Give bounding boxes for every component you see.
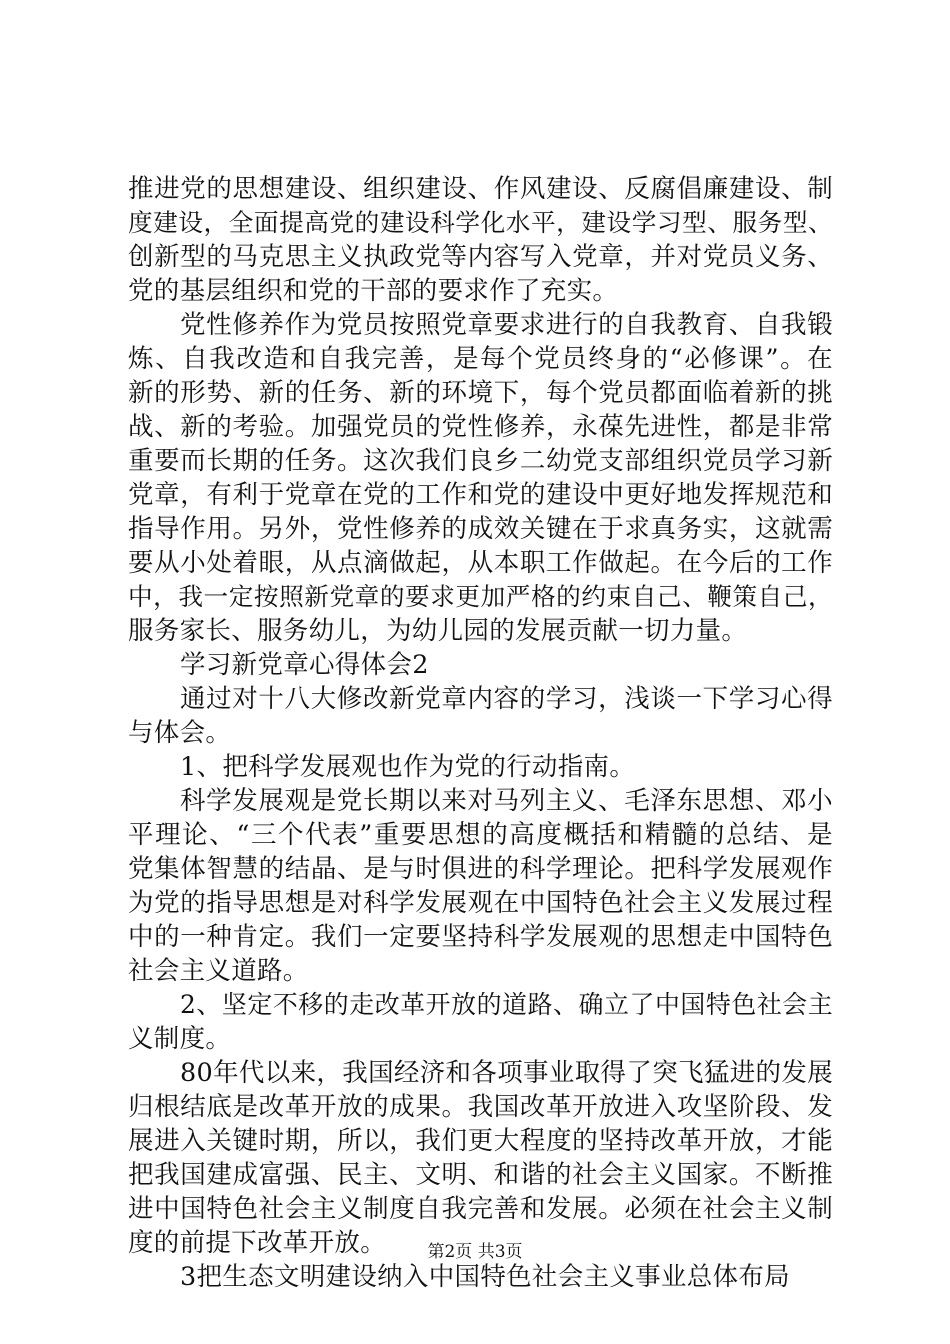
text-line: 度的前提下改革开放。	[128, 1228, 387, 1258]
text-line: 党性修养作为党员按照党章要求进行的自我教育、自我锻	[180, 310, 833, 340]
text-line: 80年代以来，我国经济和各项事业取得了突飞猛进的发展	[180, 1058, 833, 1088]
text-line: 推进党的思想建设、组织建设、作风建设、反腐倡廉建设、制	[128, 174, 833, 204]
text-line: 把我国建成富强、民主、文明、和谐的社会主义国家。不断推	[128, 1160, 833, 1190]
text-line: 党集体智慧的结晶、是与时俱进的科学理论。把科学发展观作	[128, 854, 833, 884]
text-line: 学习新党章心得体会2	[180, 650, 429, 680]
page-footer: 第2页 共3页	[427, 1242, 523, 1262]
text-line: 为党的指导思想是对科学发展观在中国特色社会主义发展过程	[128, 888, 833, 918]
text-line: 与体会。	[128, 718, 232, 748]
text-line: 重要而长期的任务。这次我们良乡二幼党支部组织党员学习新	[128, 446, 833, 476]
text-line: 要从小处着眼，从点滴做起，从本职工作做起。在今后的工作	[128, 548, 833, 578]
document-body	[128, 172, 833, 1294]
text-line: 中，我一定按照新党章的要求更加严格的约束自己、鞭策自己，	[128, 582, 833, 611]
text-line: 通过对十八大修改新党章内容的学习，浅谈一下学习心得	[180, 684, 833, 714]
text-line: 平理论、“三个代表”重要思想的高度概括和精髓的总结、是	[128, 820, 833, 850]
text-line: 归根结底是改革开放的成果。我国改革开放进入攻坚阶段、发	[128, 1092, 833, 1122]
text-line: 义制度。	[128, 1024, 232, 1054]
text-line: 党的基层组织和党的干部的要求作了充实。	[128, 276, 619, 306]
text-line: 指导作用。另外，党性修养的成效关键在于求真务实，这就需	[128, 514, 833, 544]
text-line: 炼、自我改造和自我完善，是每个党员终身的“必修课”。在	[128, 344, 833, 374]
text-line: 1、把科学发展观也作为党的行动指南。	[180, 752, 636, 782]
text-line: 度建设，全面提高党的建设科学化水平，建设学习型、服务型、	[128, 208, 833, 237]
text-line: 党章，有利于党章在党的工作和党的建设中更好地发挥规范和	[128, 480, 833, 510]
text-line: 新的形势、新的任务、新的环境下，每个党员都面临着新的挑	[128, 378, 833, 408]
text-line: 社会主义道路。	[128, 956, 309, 986]
text-line: 战、新的考验。加强党员的党性修养，永葆先进性，都是非常	[128, 412, 833, 442]
text-line: 科学发展观是党长期以来对马列主义、毛泽东思想、邓小	[180, 786, 833, 816]
text-line: 中的一种肯定。我们一定要坚持科学发展观的思想走中国特色	[128, 922, 833, 952]
text-line: 创新型的马克思主义执政党等内容写入党章，并对党员义务、	[128, 242, 833, 272]
text-line: 展进入关键时期，所以，我们更大程度的坚持改革开放，才能	[128, 1126, 833, 1156]
text-line: 进中国特色社会主义制度自我完善和发展。必须在社会主义制	[128, 1194, 833, 1224]
text-line: 3把生态文明建设纳入中国特色社会主义事业总体布局	[180, 1262, 790, 1292]
text-line: 2、坚定不移的走改革开放的道路、确立了中国特色社会主	[180, 990, 833, 1019]
text-line: 服务家长、服务幼儿，为幼儿园的发展贡献一切力量。	[128, 616, 748, 646]
